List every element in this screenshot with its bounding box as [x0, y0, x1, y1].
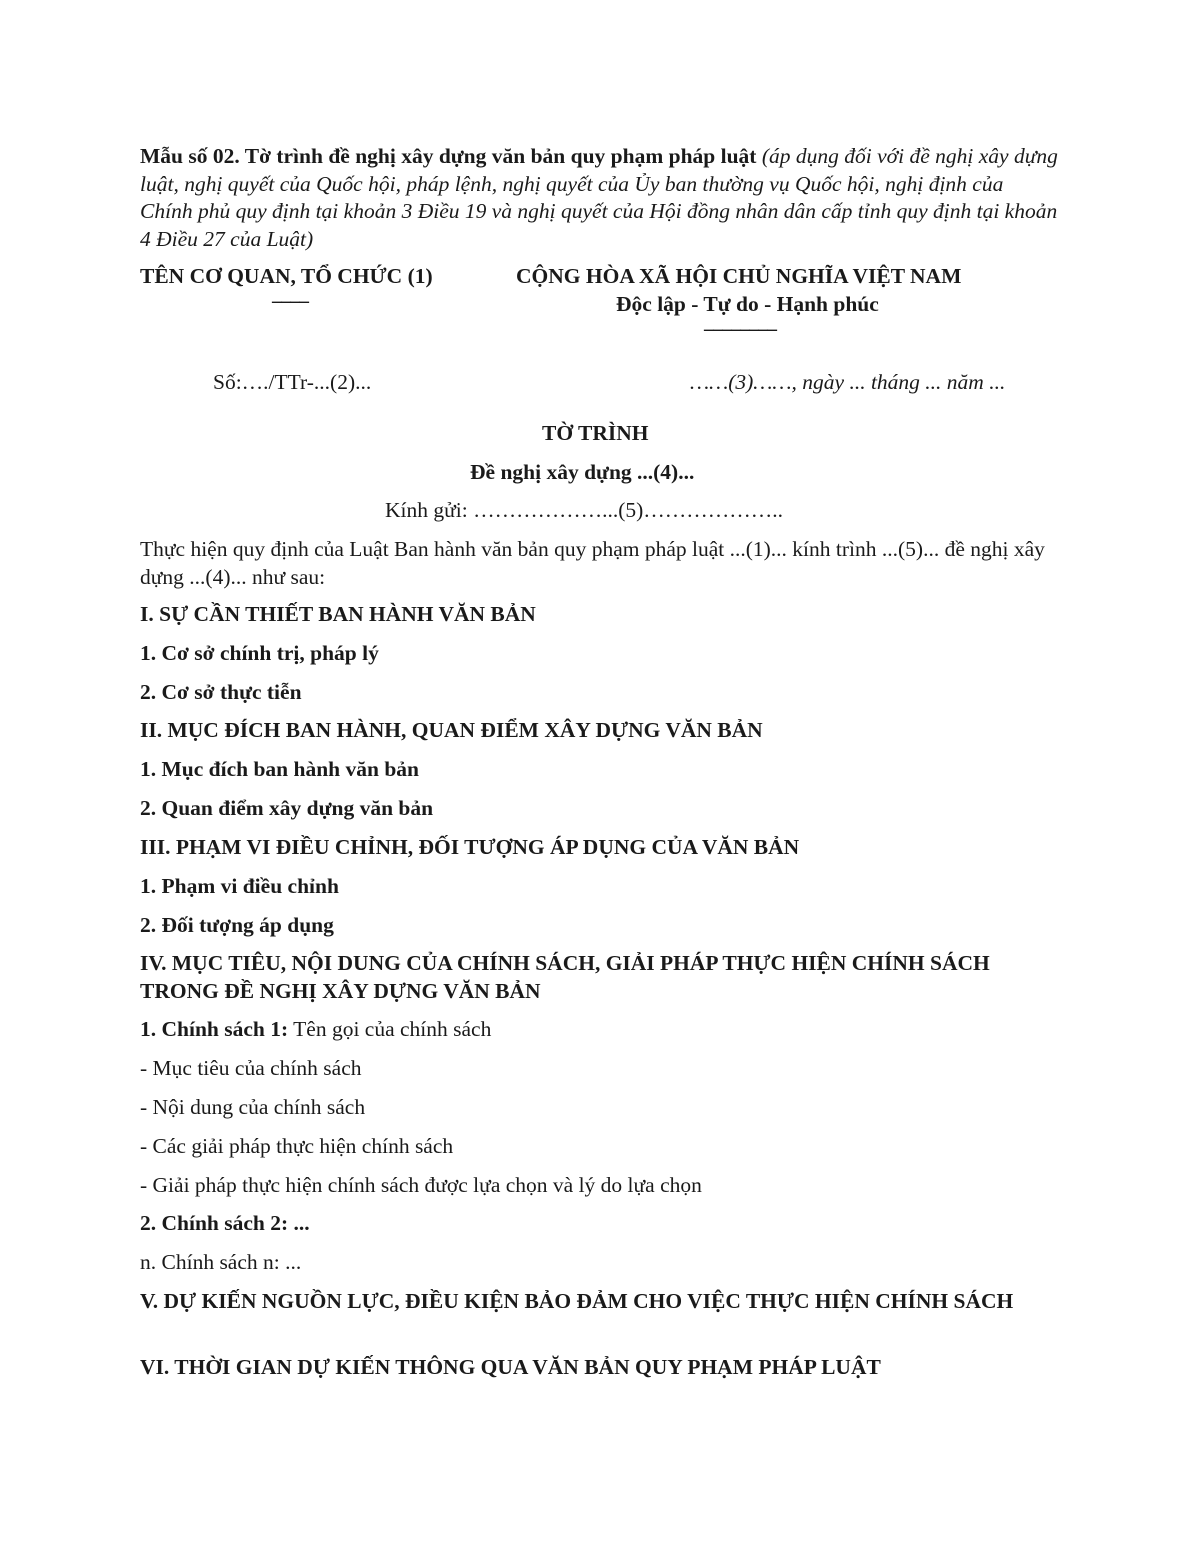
- document-subtitle: Đề nghị xây dựng ...(4)...: [470, 460, 695, 484]
- section-1-heading: I. SỰ CẦN THIẾT BAN HÀNH VĂN BẢN: [140, 602, 536, 626]
- policy-bullet-solutions: - Các giải pháp thực hiện chính sách: [140, 1134, 454, 1158]
- policy-1-label: 1. Chính sách 1:: [140, 1017, 289, 1041]
- policy-2: 2. Chính sách 2: ...: [140, 1211, 310, 1235]
- form-title: Mẫu số 02. Tờ trình đề nghị xây dựng văn bản quy phạm pháp luật: [140, 144, 757, 168]
- section-6-heading: VI. THỜI GIAN DỰ KIẾN THÔNG QUA VĂN BẢN QUY PHẠM PHÁP LUẬT: [140, 1355, 881, 1379]
- opening-paragraph: Thực hiện quy định của Luật Ban hành văn bản quy phạm pháp luật ...(1)... kính trình ...(5)... đề nghị xây dựng ...(4)... như sau:: [140, 537, 1045, 589]
- section-1-2: 2. Cơ sở thực tiễn: [140, 680, 302, 704]
- policy-n: n. Chính sách n: ...: [140, 1250, 302, 1274]
- section-1-1: 1. Cơ sở chính trị, pháp lý: [140, 641, 379, 665]
- policy-bullet-chosen-solution: - Giải pháp thực hiện chính sách được lựa chọn và lý do lựa chọn: [140, 1173, 702, 1197]
- section-2-2: 2. Quan điểm xây dựng văn bản: [140, 796, 434, 820]
- recipient-line: Kính gửi: ………………...(5)………………..: [385, 498, 784, 522]
- policy-1: [140, 1016, 491, 1044]
- section-2-heading: II. MỤC ĐÍCH BAN HÀNH, QUAN ĐIỂM XÂY DỰNG VĂN BẢN: [140, 718, 763, 742]
- place-and-date: ……(3)……, ngày ... tháng ... năm ...: [690, 370, 1006, 394]
- section-3-1: 1. Phạm vi điều chỉnh: [140, 874, 339, 898]
- form-scope-note: (áp dụng đối với đề nghị xây dựng luật, nghị quyết của Quốc hội, pháp lệnh, nghị quyết của Ủy ban thường vụ Quốc hội, nghị định của Chính phủ quy định tại khoản 3 Điều 19 và nghị quyết của Hội đồng nhân dân cấp tỉnh quy định tại khoản 4 Điều 27 của Luật): [140, 144, 1058, 251]
- motto-underline: ––––––––: [704, 318, 776, 340]
- section-3-heading: III. PHẠM VI ĐIỀU CHỈNH, ĐỐI TƯỢNG ÁP DỤNG CỦA VĂN BẢN: [140, 835, 800, 859]
- document-number: Số:…./TTr-...(2)...: [213, 370, 372, 394]
- national-motto: Độc lập - Tự do - Hạnh phúc: [616, 292, 879, 316]
- policy-1-text: Tên gọi của chính sách: [288, 1017, 492, 1041]
- section-5-heading: V. DỰ KIẾN NGUỒN LỰC, ĐIỀU KIỆN BẢO ĐẢM CHO VIỆC THỰC HIỆN CHÍNH SÁCH: [140, 1289, 1014, 1313]
- document-title: TỜ TRÌNH: [542, 421, 649, 445]
- section-4-heading: IV. MỤC TIÊU, NỘI DUNG CỦA CHÍNH SÁCH, GIẢI PHÁP THỰC HIỆN CHÍNH SÁCH TRONG ĐỀ NGHỊ XÂY DỰNG VĂN BẢN: [140, 951, 990, 1003]
- agency-underline: ––––: [272, 290, 308, 312]
- section-3-2: 2. Đối tượng áp dụng: [140, 913, 334, 937]
- section-2-1: 1. Mục đích ban hành văn bản: [140, 757, 420, 781]
- country-name: CỘNG HÒA XÃ HỘI CHỦ NGHĨA VIỆT NAM: [516, 264, 962, 288]
- form-intro: [140, 143, 1060, 253]
- policy-bullet-content: - Nội dung của chính sách: [140, 1095, 366, 1119]
- agency-name: TÊN CƠ QUAN, TỔ CHỨC (1): [140, 264, 433, 288]
- policy-bullet-objective: - Mục tiêu của chính sách: [140, 1056, 362, 1080]
